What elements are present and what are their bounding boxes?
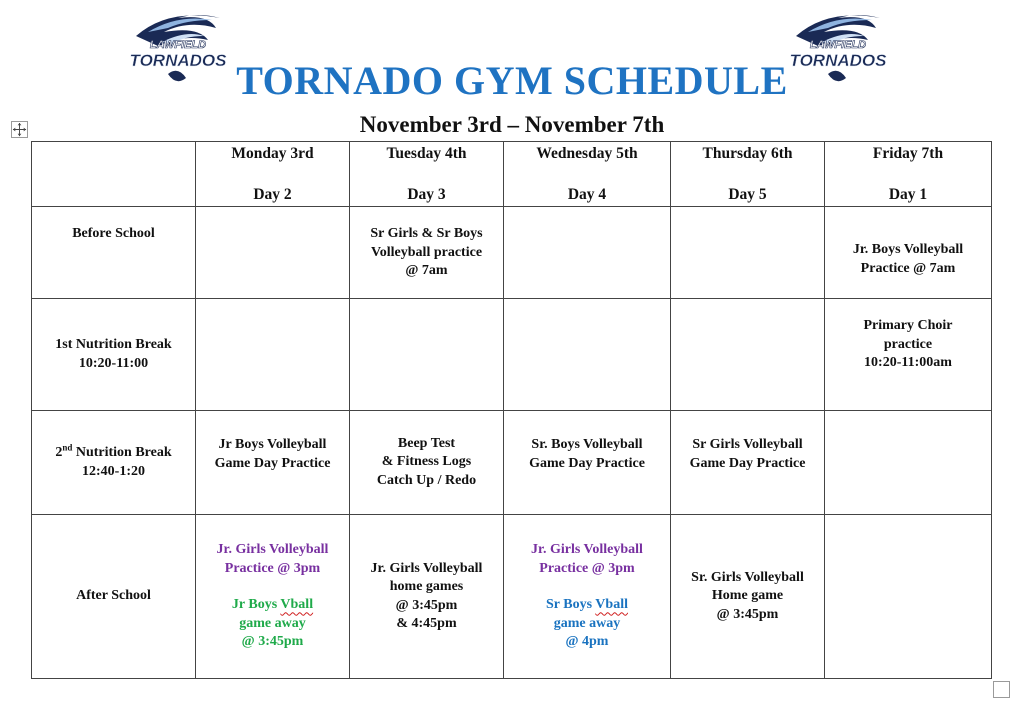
day-header-monday: Monday 3rd Day 2 xyxy=(196,142,350,207)
logo-line1: LAWFIELD xyxy=(809,39,867,51)
cell-empty xyxy=(825,411,992,515)
cell-event: Sr. Girls Volleyball Home game @ 3:45pm xyxy=(671,515,825,679)
cell-event: Sr Girls & Sr Boys Volleyball practice @ 7am xyxy=(350,207,504,299)
day-header-wednesday: Wednesday 5th Day 4 xyxy=(504,142,671,207)
row-before-school xyxy=(32,207,992,299)
row-nutrition-break-2 xyxy=(32,411,992,515)
corner-cell xyxy=(32,142,196,207)
row-label: 2nd Nutrition Break 12:40-1:20 xyxy=(32,411,196,515)
cell-event: Primary Choir practice 10:20-11:00am xyxy=(825,299,992,411)
table-move-icon[interactable] xyxy=(11,121,28,138)
day-header-tuesday: Tuesday 4th Day 3 xyxy=(350,142,504,207)
cell-empty xyxy=(671,207,825,299)
cell-event: Sr. Boys Volleyball Game Day Practice xyxy=(504,411,671,515)
cell-event: Jr. Girls Volleyball Practice @ 3pm Jr Boys Vball game away @ 3:45pm xyxy=(196,515,350,679)
cell-event: Jr Boys Volleyball Game Day Practice xyxy=(196,411,350,515)
row-label: 1st Nutrition Break 10:20-11:00 xyxy=(32,299,196,411)
row-label: Before School xyxy=(32,207,196,299)
cell-empty xyxy=(196,299,350,411)
cell-empty xyxy=(825,515,992,679)
cell-empty xyxy=(504,207,671,299)
cell-event: Jr. Girls Volleyball home games @ 3:45pm & 4:45pm xyxy=(350,515,504,679)
schedule-table xyxy=(31,141,992,679)
logo-line2: TORNADOS xyxy=(789,51,887,70)
cell-event: Jr. Boys Volleyball Practice @ 7am xyxy=(825,207,992,299)
cell-event: Jr. Girls Volleyball Practice @ 3pm Sr Boys Vball game away @ 4pm xyxy=(504,515,671,679)
row-after-school xyxy=(32,515,992,679)
logo-line2: TORNADOS xyxy=(129,51,227,70)
table-resize-icon[interactable] xyxy=(993,681,1010,698)
cell-event: Beep Test & Fitness Logs Catch Up / Redo xyxy=(350,411,504,515)
cell-empty xyxy=(196,207,350,299)
page-title: TORNADO GYM SCHEDULE xyxy=(236,58,788,103)
header-row xyxy=(32,142,992,207)
cell-empty xyxy=(671,299,825,411)
day-header-friday: Friday 7th Day 1 xyxy=(825,142,992,207)
row-label: After School xyxy=(32,515,196,679)
row-nutrition-break-1 xyxy=(32,299,992,411)
logo-line1: LAWFIELD xyxy=(149,39,207,51)
cell-empty xyxy=(504,299,671,411)
day-header-thursday: Thursday 6th Day 5 xyxy=(671,142,825,207)
cell-empty xyxy=(350,299,504,411)
cell-event: Sr Girls Volleyball Game Day Practice xyxy=(671,411,825,515)
date-range: November 3rd – November 7th xyxy=(359,112,665,137)
